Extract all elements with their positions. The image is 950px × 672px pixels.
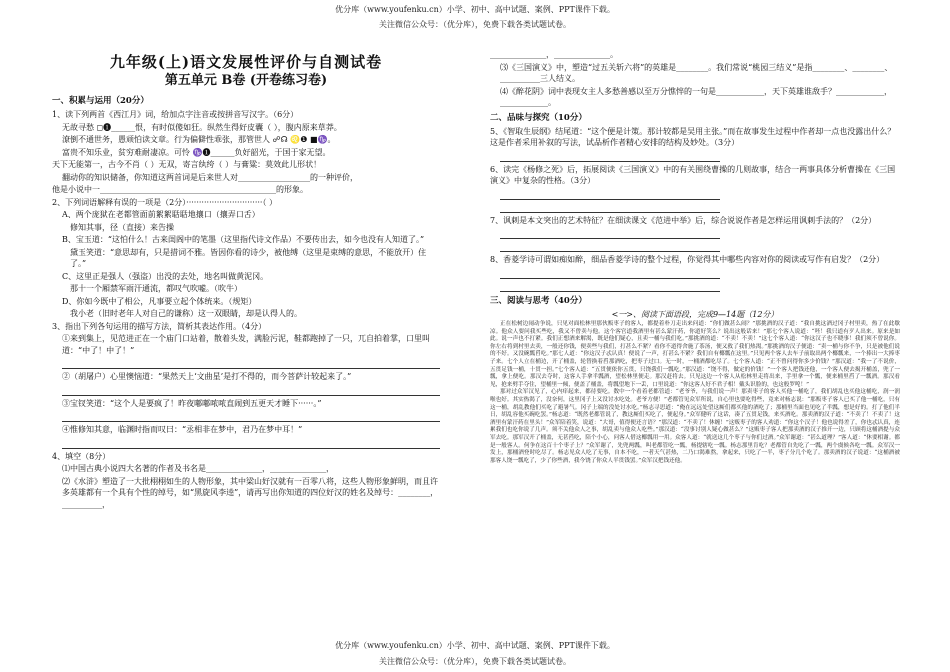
answer-line[interactable] bbox=[62, 358, 440, 369]
poem-line-1: 无故寻愁 ◻❶______恨，有时似傻如狂。纵然生得好皮囊（ ），腹内原来草莽。 bbox=[62, 122, 342, 132]
footer-line-2: 关注微信公众号：（优分库），免费下载各类试题试卷。 bbox=[379, 657, 571, 666]
answer-line[interactable] bbox=[500, 268, 720, 279]
section-heading-1: 一、积累与运用（20分） bbox=[52, 96, 149, 106]
poem-line-2: 潦倒不通世务，愚顽怕读文章。行为偏僻性乖张，那管世人 ☍☊ ♌❶ ■♑。 bbox=[62, 135, 336, 144]
question-1-follow-up: 翻动你的知识储备，你知道这两首词是后来世人对__________________的一种评价， bbox=[62, 172, 358, 182]
question-3-item-2: ②（胡屠户）心里懊恼道：“果然天上‘文曲星’是打不得的，而今菩萨计较起来了。” bbox=[62, 372, 352, 381]
answer-line[interactable] bbox=[500, 228, 720, 239]
option-b: B、宝玉道：“这怕什么！古来闺阁中的笔墨（这里指代诗文作品）不要传出去，如今也没有人知道了。” bbox=[62, 235, 425, 244]
answer-line[interactable] bbox=[62, 438, 440, 449]
header-line-1: 优分库（www.youfenku.cn）小学、初中、高中试题、案例、PPT课件下载。 bbox=[335, 5, 615, 14]
question-4: 4、填空（8分） bbox=[52, 451, 111, 461]
option-d-2: 我小老（旧时老年人对自己的谦称）这一双眼睛，却是认得人的。 bbox=[70, 309, 302, 318]
option-a: A、两个庞狱在老都管面前絮絮聒聒地攘口（攘弄口舌） bbox=[62, 210, 260, 219]
answer-line[interactable] bbox=[62, 411, 440, 422]
option-d: D、你如今既中了相公，凡事要立起个体统来。（规矩） bbox=[62, 296, 257, 306]
option-c-2: 那十一个厢禁军雨汗通流，都叹气吹嘘。（吹牛） bbox=[70, 284, 242, 293]
answer-line[interactable] bbox=[500, 189, 720, 200]
section-heading-3: 三、阅读与思考（40分） bbox=[490, 295, 587, 306]
question-5: 5、《智取生辰纲》结尾道：“这个便是计策。那计较都是吴用主张。”而在故事发生过程中作者却一点也没露出什么？这是作者采用补叙的写法，试品析作者精心安排的结构及妙处。（3分） bbox=[490, 126, 896, 147]
question-4-item-4: ⑷《醉花阴》词中表现女主人多愁善感以至万分憔悴的一句是____________，天下英雄谁敌手？____________，____________。 bbox=[500, 86, 892, 107]
section-heading-2: 二、品味与探究（10分） bbox=[490, 112, 587, 123]
reading-passage-2: 那对过众军汉见了，心内痒起来，都待要吃。数中一个看着老都管道：“老爷爷，与我们说一声！那卖枣子的客人买他一桶吃了，我们胡乱也买他这桶吃，润一润喉也好。其实热渴了，没奈何，这里冈子上又没讨水吃处。老爷方便！”老都管见众军所说，自心里也要吃得些，竟来对杨志说：“那贩枣子客人已买了他一桶吃，只有这一桶，胡乱教他们买吃了避暑气。冈子上端的没处讨水吃。”杨志寻思道：“俺在远远处望这厮们都买他的酒吃了；那桶里当面也见吃了半瓢，想是好的。打了他们半日，胡乱容他买碗吃罢。”杨志道：“既然老都管说了，教这厮们买吃了，便起身。”众军健听了这话，凑了五贯足钱，来买酒吃。那卖酒的汉子道：“不卖了！不卖了！这酒里有蒙汗药在里头！”众军陪着笑，说道：“大哥，值得便还言语？”那汉道：“不卖了！休缠！”这贩枣子的客人劝道：“你这个汉子！他也说得差了，你也忒认真，连累我们也吃你说了几声。须不关他众人之事，胡乱卖与他众人吃些。”那汉道：“没事讨别人疑心做甚么？”这贩枣子客人把那卖酒的汉子推开一边，只顾将这桶酒提与众军去吃。那军汉开了桶盖，无甚舀吃，陪个小心，问客人借这椰瓢用一用。众客人道：“就送这几个枣子与你们过酒。”众军谢道：“甚么道理？”客人道：“休要相谢。都是一般客人。何争在这百十个枣子上？”众军谢了，先兜两瓢，叫老都管吃一瓢，杨提辖吃一瓢。杨志那里肯吃？老都管自先吃了一瓢，两个虞候各吃一瓢。众军汉一发上，那桶酒登时吃尽了。杨志见众人吃了无事，自本不吃，一者天气甚热，二乃口渴难熬，拿起来，只吃了一半，枣子分几个吃了。那卖酒的汉子说道：“这桶酒被那客人饶一瓢吃了，少了你些酒，我今饶了你众人半贯钱罢。”众军汉把钱还他。 bbox=[490, 389, 900, 464]
answer-line[interactable] bbox=[62, 385, 440, 396]
option-b-2: 黛玉笑道：“意思却有，只是措词不雅。皆因你看的诗少，被他缚（这里是束缚的意思，不能放开）住了。” bbox=[70, 247, 427, 268]
answer-line[interactable] bbox=[500, 202, 720, 213]
question-3-item-3: ③宝钗笑道：“这个人是要疯了！昨夜嘟嘟哝哝直闹到五更天才睡下······。” bbox=[62, 398, 322, 408]
left-column bbox=[52, 52, 440, 511]
question-3-item-4: ④惟修知其意，临渊时指而叹曰：“丞相非在梦中，君乃在梦中耳！” bbox=[62, 425, 303, 434]
question-1: 1、读下列两首《西江月》词，给加点字注音或按拼音写汉字。（6分） bbox=[52, 110, 299, 119]
poem-line-4: 天下无能第一，古今不肖（ ）无双，寄言纨绔（ ）与膏粱：莫效此儿形状！ bbox=[52, 160, 322, 169]
question-3: 3、指出下列各句运用的描写方法，简析其表达作用。（4分） bbox=[52, 321, 267, 331]
question-2: 2、下列词语解释有误的一项是（2分）······························（ ） bbox=[52, 197, 278, 207]
answer-line[interactable] bbox=[500, 151, 720, 162]
question-4-item-3: ⑶《三国演义》中，塑造“过五关斩六将”的英雄是________。我们常说“桃园三结义”是指________、________、__________三人结义。 bbox=[500, 62, 893, 83]
right-column bbox=[490, 48, 900, 465]
answer-line[interactable] bbox=[500, 241, 720, 252]
question-7: 7、讽刺是本文突出的艺术特征？在细读课文《范进中举》后，综合说说作者是怎样运用讽刺手法的？（2分） bbox=[490, 215, 877, 225]
answer-line[interactable] bbox=[500, 281, 720, 292]
question-6: 6、读完《杨修之死》后，拓展阅读《三国演义》中的有关围绕曹操的几则故事，结合一两事具体分析曹操在《三国演义》中复杂的性格。（3分） bbox=[490, 164, 896, 185]
page-subtitle: 第五单元 B卷 (开卷练习卷) bbox=[164, 73, 328, 88]
header-line-2: 关注微信公众号：（优分库），免费下载各类试题试卷。 bbox=[379, 20, 571, 29]
question-8: 8、香菱学诗可谓如痴如醉，细品香菱学诗的整个过程，你觉得其中哪些内容对你的阅读或写作有启发？（2分） bbox=[490, 255, 885, 264]
reading-instruction: <一>、阅读下面语段，完成9—14题（12分） bbox=[611, 309, 779, 319]
page-title: 九年级(上)语文发展性评价与自测试卷 bbox=[109, 53, 383, 71]
footer-line-1: 优分库（www.youfenku.cn）小学、初中、高中试题、案例、PPT课件下载。 bbox=[335, 641, 615, 650]
reading-passage-1: 正在松树边闹动争说，只见对面松林里那伙贩枣子的客人，都提着朴刀走出来问道：“你们做甚么闹？”那挑酒的汉子道：“我自挑这酒过冈子村里卖，热了在此歇凉。他众人要问我买些吃，我又不曾卖与他。这个客官道我酒里有甚么蒙汗药，你道好笑么？说出这般话来！”那七个客人说道：“呸！我只道有歹人出来。原来是如此。说一声也不打紧。我们正想酒来解渴，既是他们疑心，且卖一桶与我们吃。”那挑酒的道：“不卖！不卖！”这七个客人道：“你这汉子也不晓事！我们须不曾说你。你左右将到村里去卖，一般还你钱，便卖些与我们，打甚么不紧？看你不道得舍施了茶汤，便又救了我们热渴。”那挑酒的汉子便道：“卖一桶与你不争，只是被他们说的不好。又没碗瓢舀吃。”那七人道：“你这汉子忒认真！便说了一声，打甚么不紧？我们自有椰瓢在这里。”只见两个客人去车子前取出两个椰瓢来，一个捧出一大捧枣子来。七个人立在桶边，开了桶盖，轮替换着舀那酒吃，把枣子过口。无一时，一桶酒都吃尽了。七个客人道：“正不曾问得你多少价钱？”那汉道：“我一了不说价，五贯足钱一桶，十贯一担。”七个客人道：“五贯便依你五贯，只饶我们一瓢吃。”那汉道：“饶不得，做定的价钱！”一个客人把钱还他，一个客人便去揭开桶盖，兜了一瓢，拿上便吃。那汉去夺时，这客人手拿半瓢酒，望松林里便走。那汉赶将去。只见这边一个客人从松林里走将出来，手里拿一个瓢，便来桶里舀了一瓢酒。那汉看见，抢来劈手夺住，望桶里一倾，便盖了桶盖，将瓢望地下一丢，口里说道：“你这客人好不君子相！戴头识脸的，也这般罗唣！” bbox=[490, 321, 900, 388]
option-c: C、这里正是强人（强盗）出没的去处，地名叫做黄泥冈。 bbox=[62, 271, 269, 281]
question-3-item-1: ①来到集上，见范进正在一个庙门口站着，散着头发，满脸污泥，鞋都跑掉了一只，兀自拍着掌，口里叫道：“中了！中了！” bbox=[62, 334, 430, 355]
fill-blank-continuation: ______________，______________。 bbox=[490, 50, 618, 59]
option-a-2: 修知其事，径（直接）来告操 bbox=[70, 222, 174, 232]
question-1-follow-up-2: 他是小说中一____________________________________________的形象。 bbox=[52, 185, 308, 194]
question-4-item-1: ⑴中国古典小说四大名著的作者及书名是______________，______________， bbox=[62, 464, 334, 473]
question-4-item-2: ⑵《水浒》塑造了一大批栩栩如生的人物形象，其中梁山好汉就有一百零八将，这些人物形象鲜明，而且许多英雄都有一个具有个性的绰号，如“黑旋风李逵”，请再写出你知道的四位好汉的姓名及绰号：________，__________， bbox=[62, 476, 439, 509]
poem-line-3: 富贵不知乐业，贫穷难耐凄凉。可怜 ♑❶______负好韶光，于国于家无望。 bbox=[62, 147, 331, 157]
